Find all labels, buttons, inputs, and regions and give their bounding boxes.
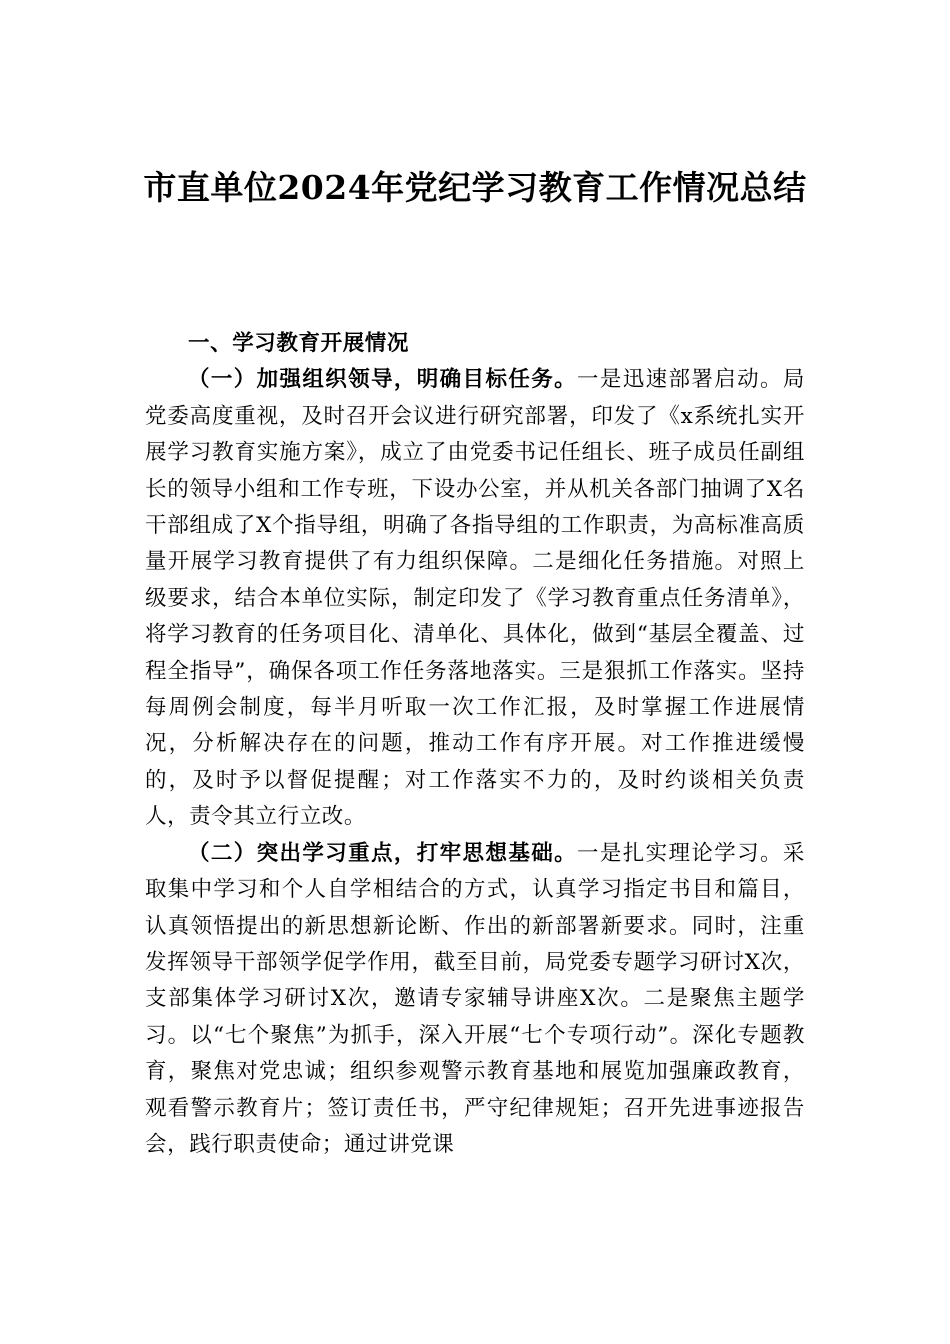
paragraph-text: 一是扎实理论学习。采取集中学习和个人自学相结合的方式，认真学习指定书目和篇目，认真领悟提出的新思想新论断、作出的新部署新要求。同时，注重发挥领导干部领学促学作用，截至目前，局党委专题学习研讨X次，支部集体学习研讨X次，邀请专家辅导讲座X次。二是聚焦主题学习。以“七个聚焦”为抓手，深入开展“七个专项行动”。深化专题教育，聚焦对党忠诚；组织参观警示教育基地和展览加强廉政教育，观看警示教育片；签订责任书，严守纪律规矩；召开先进事迹报告会，践行职责使命；通过讲党课 — [145, 840, 805, 1157]
section-heading: 一、学习教育开展情况 — [188, 331, 410, 356]
document-body — [145, 326, 805, 1163]
paragraph-text: 一是迅速部署启动。局党委高度重视，及时召开会议进行研究部署，印发了《x系统扎实开展学习教育实施方案》，成立了由党委书记任组长、班子成员任副组长的领导小组和工作专班，下设办公室，并从机关各部门抽调了X名干部组成了X个指导组，明确了各指导组的工作职责，为高标准高质量开展学习教育提供了有力组织保障。二是细化任务措施。对照上级要求，结合本单位实际，制定印发了《学习教育重点任务清单》，将学习教育的任务项目化、清单化、具体化，做到“基层全覆盖、过程全指导”，确保各项工作任务落地落实。三是狠抓工作落实。坚持每周例会制度，每半月听取一次工作汇报，及时掌握工作进展情况，分析解决存在的问题，推动工作有序开展。对工作推进缓慢的，及时予以督促提醒；对工作落实不力的，及时约谈相关负责人，责令其立行立改。 — [145, 367, 805, 830]
paragraph-study-focus — [145, 836, 805, 1164]
paragraph-subheading: （一）加强组织领导，明确目标任务。 — [188, 367, 577, 393]
document-title: 市直单位2024年党纪学习教育工作情况总结 — [143, 168, 807, 207]
paragraph-organization — [145, 362, 805, 835]
paragraph-subheading: （二）突出学习重点，打牢思想基础。 — [188, 840, 577, 866]
